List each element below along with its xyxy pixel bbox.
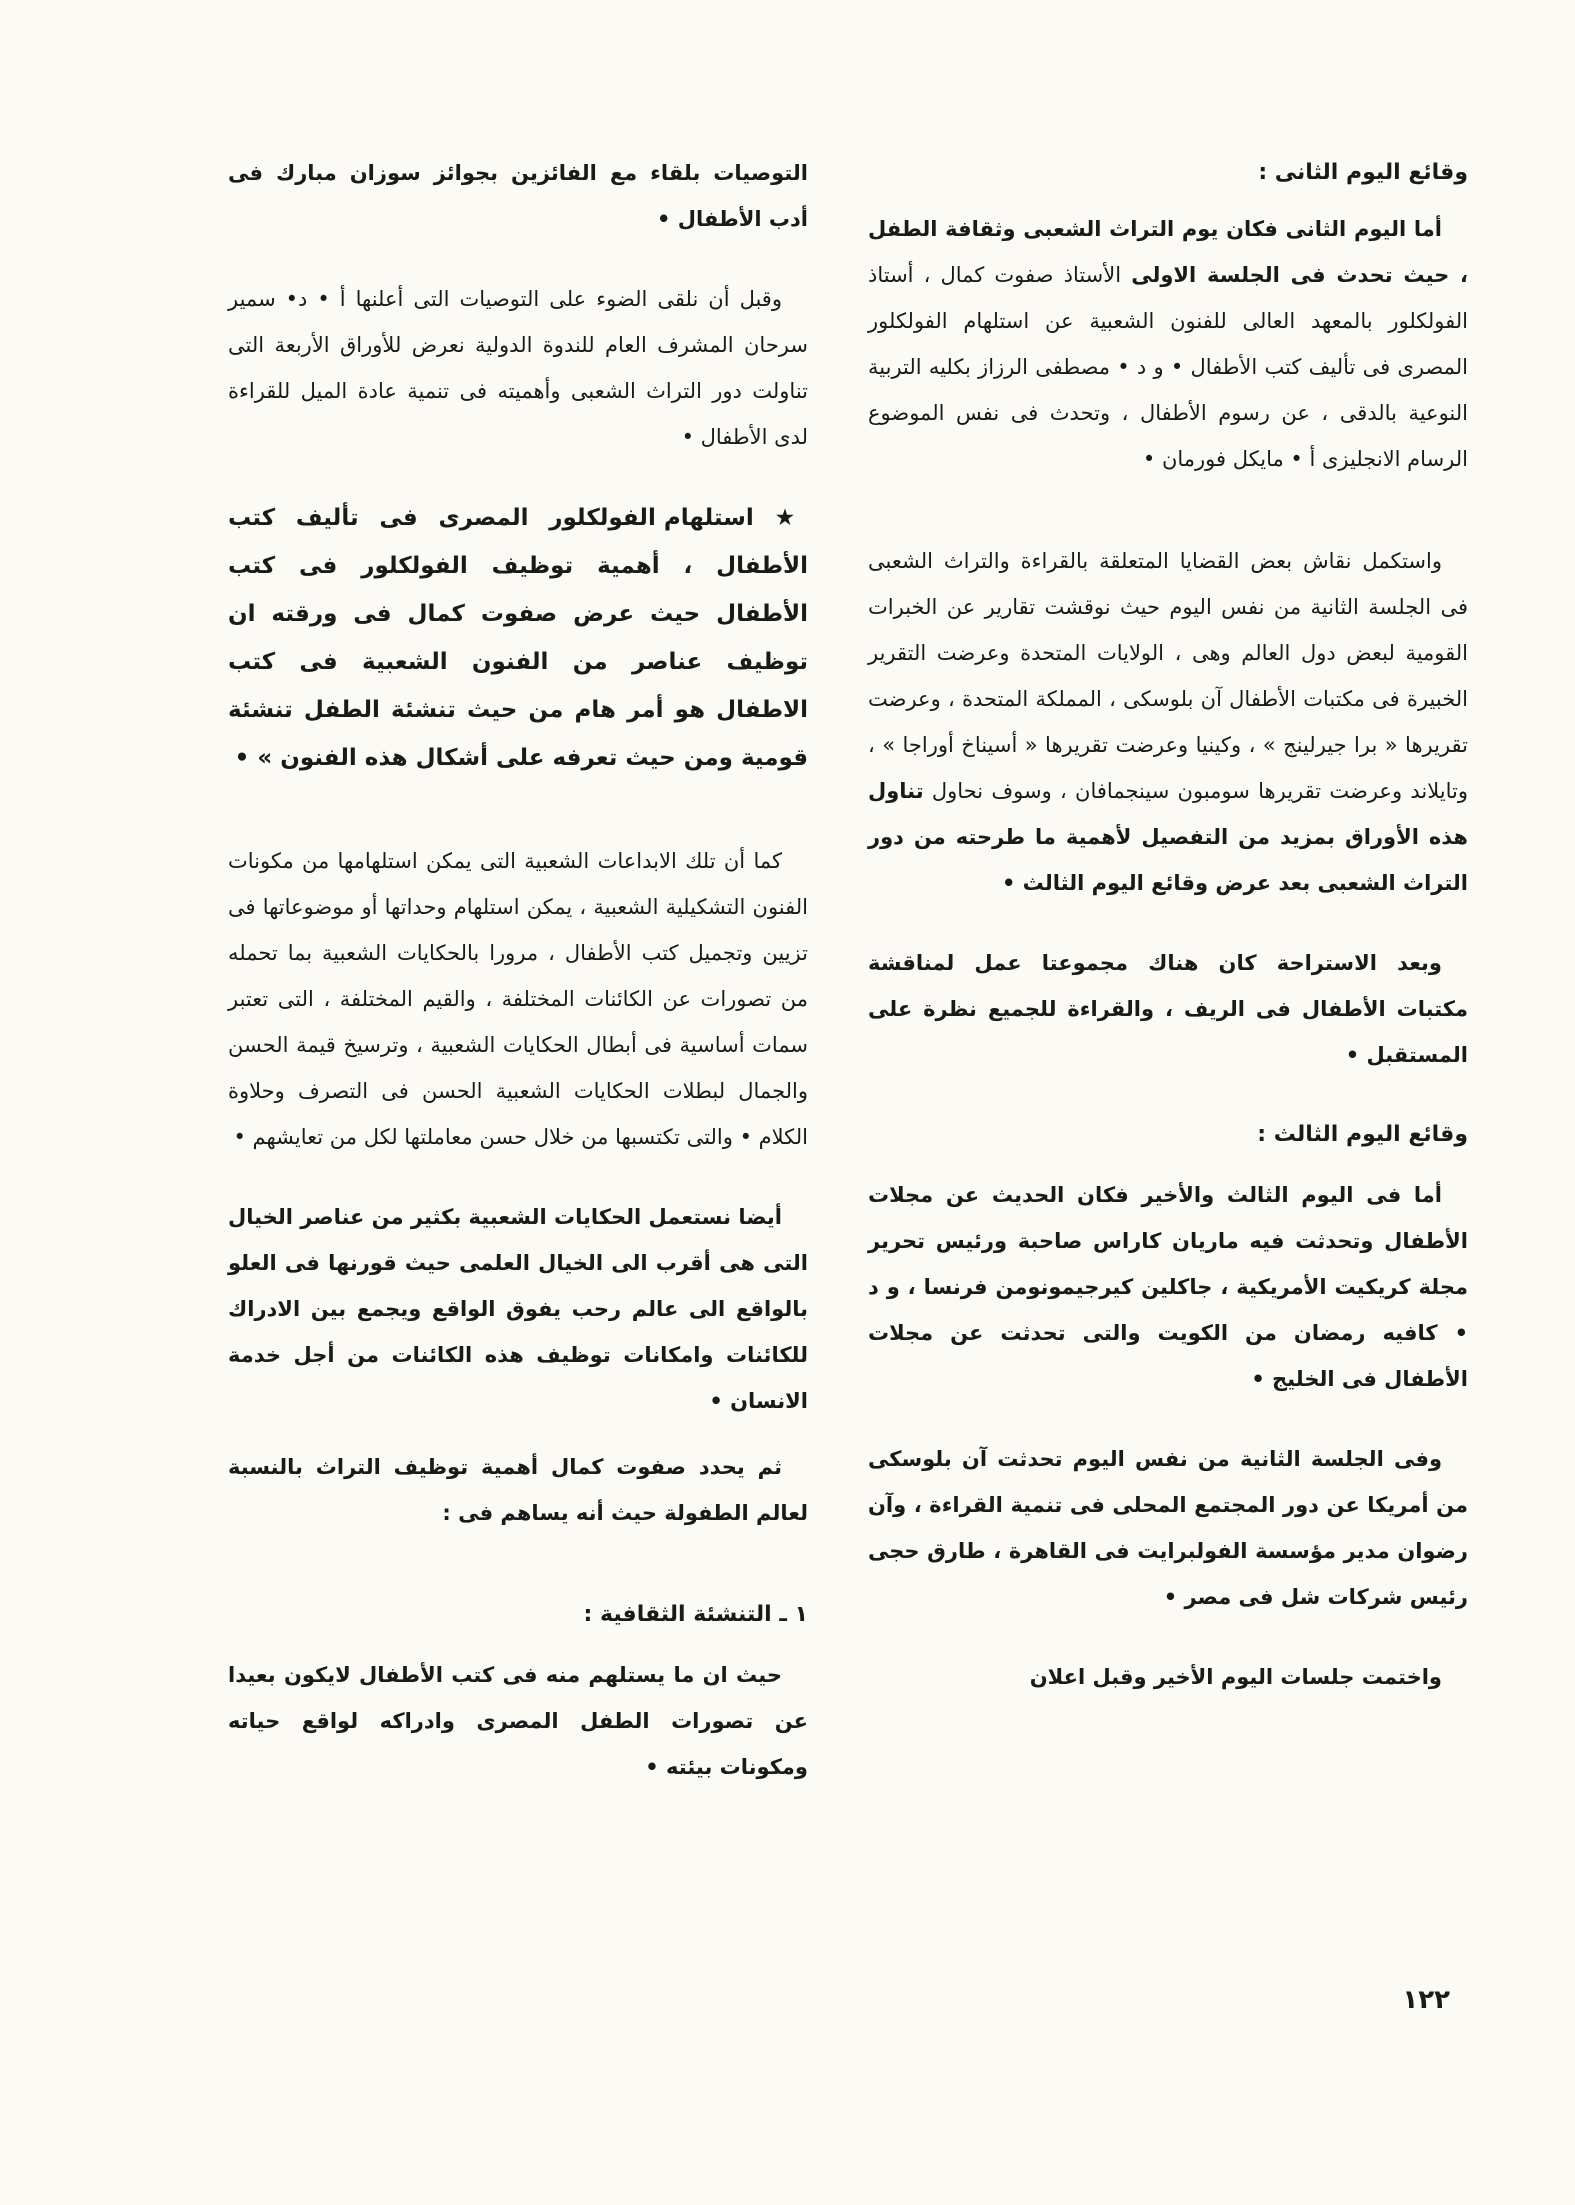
paragraph-second-session [868,538,1468,906]
paragraph-closing: واختمت جلسات اليوم الأخير وقبل اعلان [1029,1665,1442,1689]
heading-day-three: وقائع اليوم الثالث : [1257,1122,1468,1147]
paragraph-day-two-bold: أما اليوم الثانى فكان يوم التراث الشعبى وثقافة الطفل ، حيث تحدث فى الجلسة الاولى [868,217,1468,287]
paragraph-day-two [868,206,1468,482]
paragraph-day-three-second-session: وفى الجلسة الثانية من نفس اليوم تحدثت آن بلوسكى من أمريكا عن دور المجتمع المحلى فى تنمية القراءة ، وآن رضوان مدير مؤسسة الفولبرايت فى القاهرة ، طارق حجى رئيس شركات شل فى مصر • [868,1447,1468,1609]
paragraph-cultural-upbringing: حيث ان ما يستلهم منه فى كتب الأطفال لايكون بعيدا عن تصورات الطفل المصرى وادراكه لواقع حياته ومكونات بيئته • [228,1663,808,1779]
heading-day-two: وقائع اليوم الثانى : [1258,160,1468,185]
paragraph-folklore-inspiration [228,494,808,782]
paragraph-recommendations [228,150,808,242]
right-column [868,150,1468,1700]
paragraph-second-session-rest: واستكمل نقاش بعض القضايا المتعلقة بالقراءة والتراث الشعبى فى الجلسة الثانية من نفس اليوم حيث نوقشت تقارير عن الخبرات القومية لبعض دول العالم وهى ، الولايات المتحدة وعرضت التقرير الخبيرة فى مكتبات الأطفال آن بلوسكى ، المملكة المتحدة ، وعرضت تقريرها « برا جيرلينج » ، وكينيا وعرضت تقريرها « أسيناخ أوراجا » ، وتايلاند وعرضت تقريرها سومبون سينجمافان ، وسوف نحاول [868,549,1468,803]
paragraph-break-workgroups: وبعد الاستراحة كان هناك مجموعتا عمل لمناقشة مكتبات الأطفال فى الريف ، والقراءة للجميع نظرة على المستقبل • [868,951,1468,1067]
paragraph-day-three: أما فى اليوم الثالث والأخير فكان الحديث عن مجلات الأطفال وتحدثت فيه ماريان كاراس صاحبة ورئيس تحرير مجلة كريكيت الأمريكية ، جاكلين كيرجيمونومن فرنسا ، و د • كافيه رمضان من الكويت والتى تحدثت عن مجلات الأطفال فى الخليج • [868,1183,1468,1391]
paragraph-day-two-rest: الأستاذ صفوت كمال ، أستاذ الفولكلور بالمعهد العالى للفنون الشعبية عن استلهام الفولكلور المصرى فى تأليف كتب الأطفال • و د • مصطفى الرزاز بكليه التربية النوعية بالدقى ، عن رسوم الأطفال ، وتحدث فى نفس الموضوع الرسام الانجليزى أ • مايكل فورمان • [868,263,1468,471]
paragraph-recommendations-text: التوصيات بلقاء مع الفائزين بجوائز سوزان مبارك فى أدب الأطفال • [228,161,808,231]
page-number: ١٢٢ [1402,1985,1450,2015]
paragraph-folklore-inspiration-text: استلهام الفولكلور المصرى فى تأليف كتب الأطفال ، أهمية توظيف الفولكلور فى كتب الأطفال حيث عرض صفوت كمال فى ورقته ان توظيف عناصر من الفنون الشعبية فى كتب الاطفال هو أمر هام من حيث تنشئة الطفل تنشئة قومية ومن حيث تعرفه على أشكال هذه الفنون » • [228,505,808,771]
paragraph-second-session-bold: تناول هذه الأوراق بمزيد من التفصيل لأهمية ما طرحته من دور التراث الشعبى بعد عرض وقائع اليوم الثالث • [868,779,1468,895]
paragraph-heritage-importance: ثم يحدد صفوت كمال أهمية توظيف التراث بالنسبة لعالم الطفولة حيث أنه يساهم فى : [228,1455,808,1525]
heading-cultural-upbringing: ١ ـ التنشئة الثقافية : [583,1602,808,1627]
left-column [228,150,808,1790]
star-icon: ★ [774,505,808,531]
paragraph-intro-papers: وقبل أن نلقى الضوء على التوصيات التى أعلنها أ • د• سمير سرحان المشرف العام للندوة الدولية نعرض للأوراق الأربعة التى تناولت دور التراث الشعبى وأهميته فى تنمية عادة الميل للقراءة لدى الأطفال • [228,287,808,449]
paragraph-folk-creations: كما أن تلك الابداعات الشعبية التى يمكن استلهامها من مكونات الفنون التشكيلية الشعبية ، يمكن استلهام وحداتها أو موضوعاتها فى تزيين وتجميل كتب الأطفال ، مرورا بالحكايات الشعبية بما تحمله من تصورات عن الكائنات المختلفة ، والقيم المختلفة ، التى تعتبر سمات أساسية فى أبطال الحكايات الشعبية ، وترسيخ قيمة الحسن والجمال لبطلات الحكايات الشعبية الحسن فى التصرف وحلاوة الكلام • والتى تكتسبها من خلال حسن معاملتها لكل من تعايشهم • [228,849,808,1149]
paragraph-folk-tales-imagination: أيضا نستعمل الحكايات الشعبية بكثير من عناصر الخيال التى هى أقرب الى الخيال العلمى حيث قورنها فى العلو بالواقع الى عالم رحب يفوق الواقع ويجمع بين الادراك للكائنات وامكانات توظيف هذه الكائنات من أجل خدمة الانسان • [228,1205,808,1413]
